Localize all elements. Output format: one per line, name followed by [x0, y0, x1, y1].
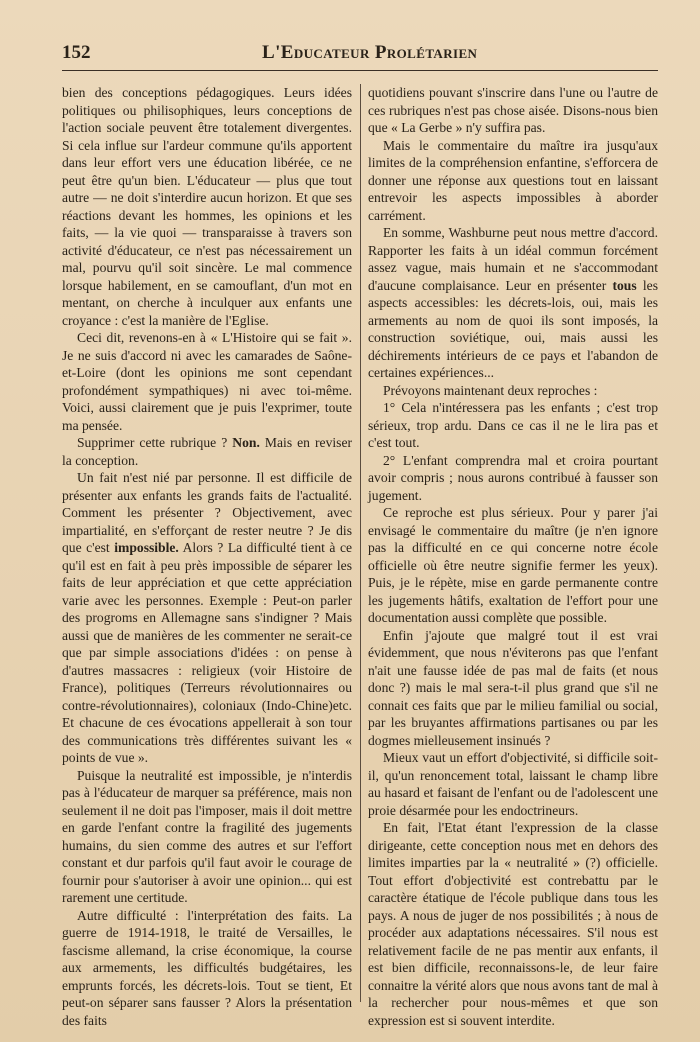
paragraph: Ceci dit, revenons-en à « L'Histoire qui se fait ». Je ne suis d'accord ni avec les camarades de Saône-et-Loire (dont les opinions me sont cependant profondément sympathiques) ni avec toi-même. Voici, aussi clairement que je puis l'exprimer, toute ma pensée. [62, 330, 352, 433]
bold-text: impossible. [114, 540, 179, 555]
paragraph: quotidiens pouvant s'inscrire dans l'une ou l'autre de ces rubriques n'est pas chose aisée. Disons-nous bien que « La Gerbe » n'y suffira pas. [368, 85, 658, 135]
paragraph: Enfin j'ajoute que malgré tout il est vrai évidemment, que nous n'éviterons pas que l'enfant n'ait une fausse idée de pas mal de faits (et nous donc ?) mais le mal sera-t-il plus grand que s'il ne connait ces faits que par le milieu familial ou social, par les bruyantes affirmations partisanes ou par les dogmes mielleusement insinués ? [368, 627, 658, 748]
bold-text: Non. [232, 435, 260, 450]
bold-text: tous [612, 277, 637, 293]
paragraph: En somme, Washburne peut nous mettre d'accord. Rapporter les faits à un idéal commun forcément assez vague, mais humain et ne s'accommodant d'aucune complaisance. Leur en présenter tous les aspects accessibles: les décrets-lois, oui, mais les armements au nom de quoi ils sont imposés, la construction soviétique, oui, mais aussi les déchirements intérieurs de ce pays et l'abandon de certaines expériences... [368, 225, 658, 380]
paragraph: Un fait n'est nié par personne. Il est difficile de présenter aux enfants les grands faits de l'actualité. Comment les présenter ? Objectivement, avec impartialité, en s'efforçant de rester neutre ? Je dis que c'est impossible. Alors ? La difficulté tient à ce qu'il est en fait à peu près impossible de séparer les faits de leur appréciation et que cette appréciation varie avec les personnes. Exemple : Peut-on parler des progroms en Allemagne sans s'indigner ? Mais aussi que de manières de les commenter ne serait-ce que par simple associations d'idées : on pense à d'autres massacres : religieux (voir Histoire de France), politiques (Terreurs révolutionnaires ou contre-révolutionnaires), coloniaux (Indo-Chine)etc. Et chacune de ces évocations appellerait à son tour des communications très différentes suivant les « points de vue ». [62, 470, 353, 765]
paragraph: Puisque la neutralité est impossible, je n'interdis pas à l'éducateur de marquer sa préférence, mais non seulement il ne doit pas l'imposer, mais il doit mettre en garde l'enfant contre la fragilité des jugements humains, du sien comme des autres et sur l'effort constant et dur parfois qu'il faut avoir le courage de fournir pour s'autoriser à avoir une opinion... qui est rarement une certitude. [62, 767, 352, 905]
right-column [368, 84, 658, 1029]
page-header [62, 40, 658, 71]
journal-title: L'Educateur Prolétarien [262, 42, 478, 63]
paragraph: Ce reproche est plus sérieux. Pour y parer j'ai envisagé le commentaire du maître (je n'en ignore pas la difficulté en ce qui concerne notre école officielle où être neutre signifie fermer les yeux). Puis, je le répète, mise en garde permanente contre les jugements hâtifs, exaltation de l'effort pour une documentation aussi complète que possible. [368, 505, 658, 625]
paragraph: bien des conceptions pédagogiques. Leurs idées politiques ou philisophiques, leurs conceptions de l'action sociale peuvent être totalement divergentes. Si cela influe sur l'ardeur commune qu'ils apportent dans leur effort vers une éducation libérée, ce ne peut être qu'un bien. L'éducateur — plus que tout autre — ne doit s'interdire aucun horizon. Et que ses réactions devant les hommes, les opinions et les faits, — la vie quoi — transparaisse à travers son activité d'éducateur, ce n'est pas nécessairement un mal, pourvu qu'il soit sincère. Le mal commence lorsque habilement, en se camouflant, d'un mot en mentant, on cherche à inculquer aux enfants une croyance : c'est la manière de l'Eglise. [62, 85, 352, 328]
left-column [62, 84, 352, 1029]
paragraph: 2° L'enfant comprendra mal et croira pourtant avoir compris ; nous aurons contribué à fausser son jugement. [368, 452, 658, 503]
paragraph: 1° Cela n'intéressera pas les enfants ; c'est trop sérieux, trop ardu. Dans ce cas il ne le lira pas et c'est tout. [368, 400, 658, 450]
paragraph: Mais le commentaire du maître ira jusqu'aux limites de la compréhension enfantine, s'efforcera de donner une réponse aux questions tout en laissant entrevoir les aspects impossibles à aborder carrément. [368, 137, 658, 223]
paragraph: Prévoyons maintenant deux reproches : [383, 382, 598, 398]
paragraph: En fait, l'Etat étant l'expression de la classe dirigeante, cette conception nous met en dehors des limites imparties par la « neutralité » (?) officielle. Tout effort d'objectivité est contrebattu par le caractère étatique de l'école publique dans tous les pays. A nous de juger de nos possibilités ; à nous de procéder aux adaptations nécessaires. S'il nous est relativement facile de ne pas mentir aux enfants, il est bien difficile, reconnaissons-le, de leur faire connaitre la vérité alors que nous avons tant de mal à la rechercher pour nous-mêmes et que son expression est si souvent interdite. [368, 820, 658, 1028]
column-divider [360, 84, 361, 1002]
paragraph: Autre difficulté : l'interprétation des faits. La guerre de 1914-1918, le traité de Versailles, le fascisme allemand, la crise économique, la course aux armements, les difficultés budgétaires, les emprunts forcés, les décrets-lois. Tout se tient, Et peut-on séparer sans fausser ? Alors la présentation des faits [62, 907, 352, 1028]
page-number: 152 [62, 42, 91, 63]
paragraph: Supprimer cette rubrique ? Non. Mais en reviser la conception. [62, 435, 352, 468]
paragraph: Mieux vaut un effort d'objectivité, si difficile soit-il, qu'un renoncement total, laissant le champ libre au hasard et faisant de l'enfant ou de l'adolescent une proie désarmée pour les endoctrineurs. [368, 750, 658, 818]
